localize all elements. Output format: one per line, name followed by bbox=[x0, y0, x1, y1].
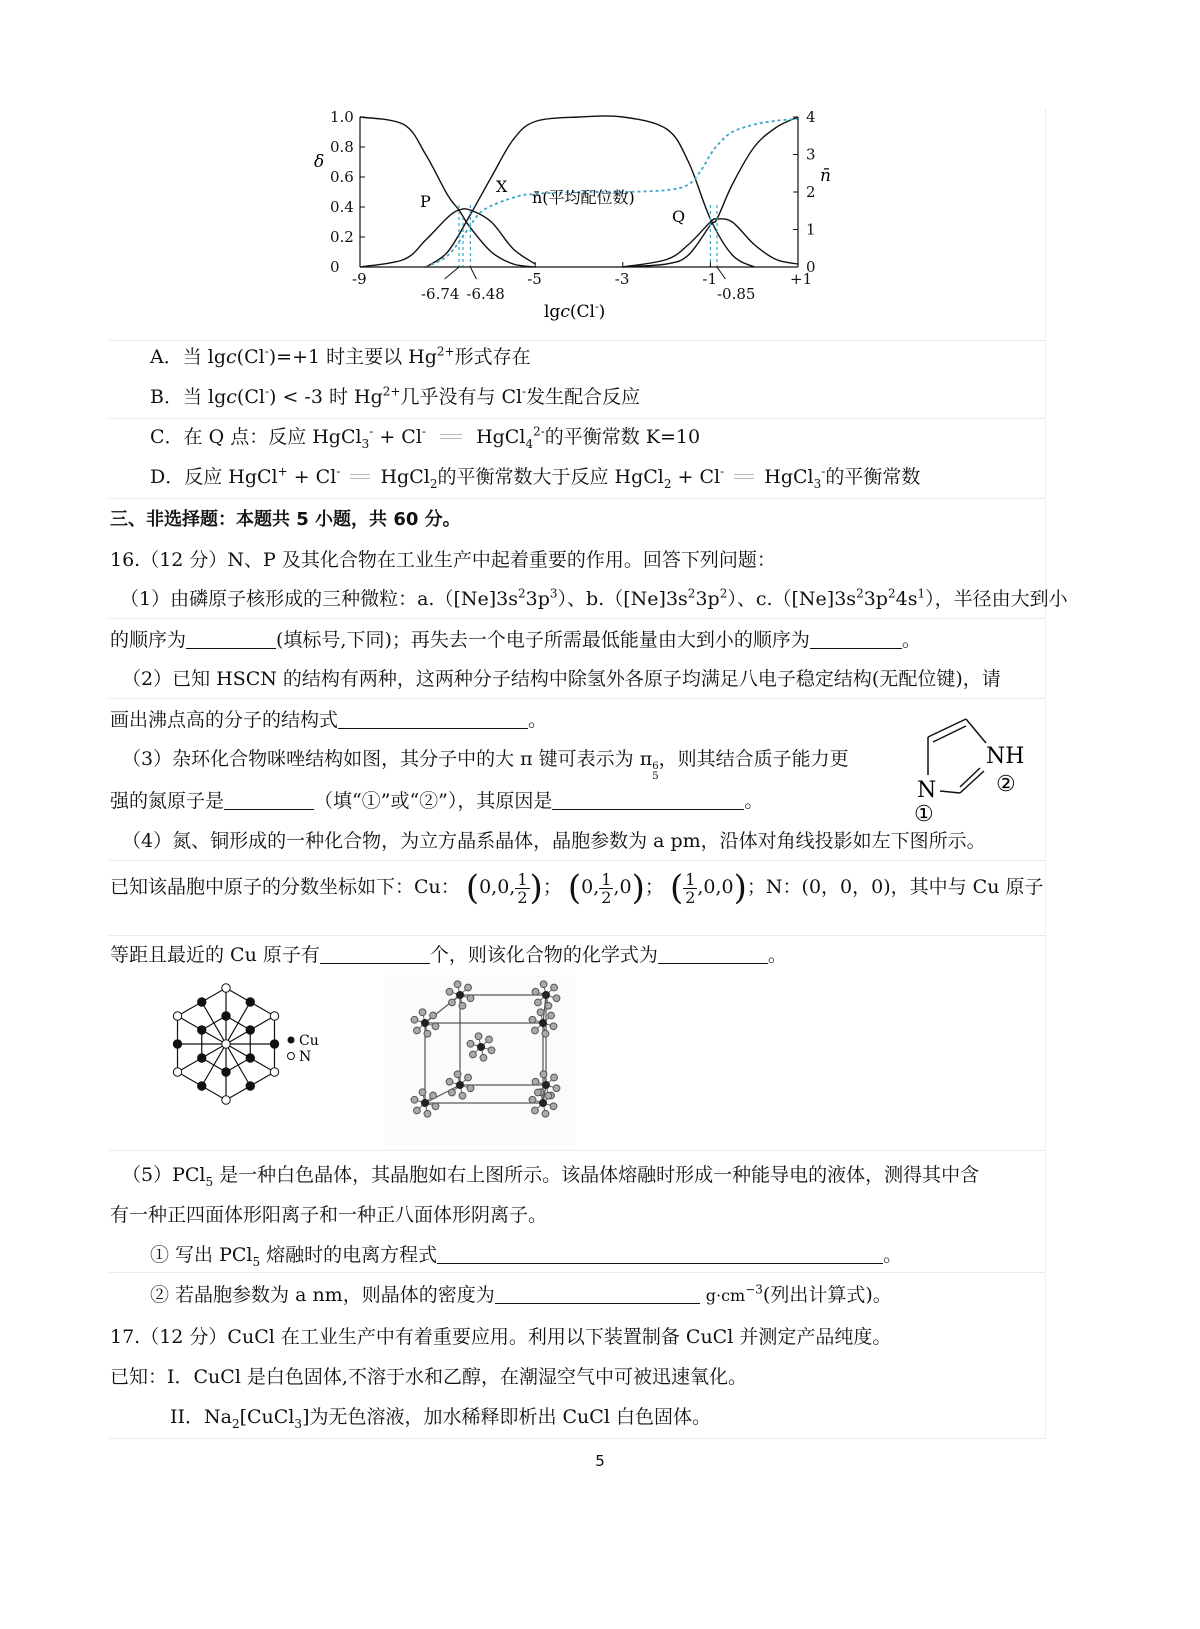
leader-line bbox=[445, 267, 459, 279]
q16-part5-line2: 有一种正四面体形阳离子和一种正八面体形阴离子。 bbox=[110, 1204, 548, 1226]
imidazole-structure bbox=[900, 705, 1045, 823]
cu-atom bbox=[246, 998, 254, 1006]
q17-known2: II．$Na_2[CuCl_3]$为无色溶液，加水稀释即析出 CuCl 白色固体。 bbox=[170, 1406, 711, 1431]
cu-atom bbox=[246, 1026, 254, 1034]
cu-atom bbox=[222, 1012, 230, 1020]
equilibrium-arrow-icon bbox=[350, 474, 370, 479]
q16-part2-line2: 画出沸点高的分子的结构式 。 bbox=[110, 709, 548, 731]
annotation-p: P bbox=[420, 192, 431, 211]
x-special-tick-label: -6.74 bbox=[420, 285, 460, 303]
x-special-tick-label: -6.48 bbox=[466, 285, 505, 303]
cu-atom bbox=[270, 1040, 278, 1048]
answer-blank[interactable] bbox=[552, 791, 744, 810]
n-atom bbox=[173, 1068, 181, 1076]
option-c: C．在 Q 点：反应 HgCl$_3$- + Cl- HgCl$_4^{2-}$的平衡常数 K=10 bbox=[150, 424, 701, 451]
y-axis-left-label: δ bbox=[314, 152, 325, 172]
cu-atom bbox=[198, 998, 206, 1006]
q16-part2-line1: （2）已知 HSCN 的结构有两种，这两种分子结构中除氢外各原子均满足八电子稳定结构(无配位键)，请 bbox=[122, 668, 1001, 690]
series-line-1 bbox=[360, 209, 535, 267]
cu-atom bbox=[222, 1068, 230, 1076]
x-tick-label: -1 bbox=[702, 270, 718, 288]
imidazole-label-2: ② bbox=[996, 772, 1016, 797]
answer-blank[interactable] bbox=[437, 1245, 883, 1264]
cu-atom bbox=[246, 1082, 254, 1090]
cu-atom bbox=[198, 1054, 206, 1062]
cu-atom bbox=[198, 1026, 206, 1034]
annotation-nbar: n̄(平均配位数) bbox=[532, 188, 635, 207]
answer-blank[interactable] bbox=[810, 630, 902, 649]
option-b: B．当 lgc(Cl-) < -3 时 $Hg^{2+}$几乎没有与 Cl-发生配合反应 bbox=[150, 384, 641, 408]
n-atom bbox=[222, 1096, 230, 1104]
x-tick-label: -5 bbox=[527, 270, 542, 288]
y-tick-label-left: 1.0 bbox=[330, 108, 354, 126]
answer-blank[interactable] bbox=[338, 710, 528, 729]
y-tick-label-right: 4 bbox=[806, 108, 816, 126]
equilibrium-arrow-icon bbox=[440, 434, 462, 439]
legend-n: N bbox=[299, 1049, 312, 1065]
leader-line bbox=[717, 267, 725, 279]
answer-blank[interactable] bbox=[224, 791, 314, 810]
answer-blank[interactable] bbox=[186, 630, 276, 649]
q16-part5-line3: ① 写出 PCl$_5$ 熔融时的电离方程式 。 bbox=[150, 1244, 903, 1269]
imidazole-n: N bbox=[917, 778, 937, 803]
section-heading: 三、非选择题：本题共 5 小题，共 60 分。 bbox=[110, 509, 461, 530]
n-atom bbox=[222, 984, 230, 992]
projection-diagram bbox=[160, 978, 330, 1113]
q16-part3-line1: （3）杂环化合物咪唑结构如图，其分子中的大 π 键可表示为 π 6 5 ，则其结合质子能力更 bbox=[122, 748, 849, 782]
y-axis-right-label: n̄ bbox=[820, 166, 831, 186]
x-tick-label: -3 bbox=[614, 270, 630, 288]
imidazole-label-1: ① bbox=[914, 802, 934, 823]
answer-blank[interactable] bbox=[658, 945, 768, 964]
legend-cu: Cu bbox=[299, 1033, 319, 1049]
y-tick-label-left: 0.2 bbox=[330, 228, 354, 246]
y-tick-label-right: 0 bbox=[806, 258, 816, 276]
cu-atom bbox=[198, 1082, 206, 1090]
series-line-4 bbox=[623, 117, 798, 267]
q16-part3-line2: 强的氮原子是 （填“①”或“②”），其原因是 。 bbox=[110, 790, 764, 812]
answer-blank[interactable] bbox=[320, 945, 430, 964]
x-tick-label: +1 bbox=[790, 270, 813, 288]
y-tick-label-right: 2 bbox=[806, 183, 816, 201]
y-tick-label-left: 0 bbox=[330, 258, 340, 276]
leader-line bbox=[470, 267, 476, 279]
q17-stem: 17.（12 分）CuCl 在工业生产中有着重要应用。利用以下装置制备 CuCl 并测定产品纯度。 bbox=[110, 1326, 892, 1348]
q16-part5-line1: （5）PCl$_5$ 是一种白色晶体，其晶胞如右上图所示。该晶体熔融时形成一种能导电的液体，测得其中含 bbox=[122, 1164, 980, 1189]
y-tick-label-right: 1 bbox=[806, 220, 816, 239]
q16-part1-line1: （1）由磷原子核形成的三种微粒：$a.([Ne]3s^23p^3)$、$b.([Ne]3s^23p^2)$、$c.([Ne]3s^23p^24s^1)$，半径由大到小 bbox=[120, 586, 1068, 610]
annotation-x: X bbox=[496, 177, 508, 196]
q17-known1: 已知：I．CuCl 是白色固体,不溶于水和乙醇，在潮湿空气中可被迅速氧化。 bbox=[110, 1366, 747, 1388]
cu-atom bbox=[173, 1040, 181, 1048]
y-tick-label-left: 0.4 bbox=[330, 198, 354, 216]
n-atom bbox=[222, 1040, 230, 1048]
equilibrium-arrow-icon bbox=[734, 474, 754, 479]
q16-part1-line2: 的顺序为 (填标号,下同)；再失去一个电子所需最低能量由大到小的顺序为 。 bbox=[110, 629, 921, 651]
q16-part4-line3: 等距且最近的 Cu 原子有 个，则该化合物的化学式为 。 bbox=[110, 944, 787, 966]
x-axis-label: lgc(Cl-) bbox=[544, 300, 606, 322]
annotation-q: Q bbox=[672, 207, 686, 226]
q16-part4-line2: 已知该晶胞中原子的分数坐标如下：Cu： (0,0, $\frac{1}{2}$ )； (0, $\frac{1}{2}$ ,0)； ( $\frac{1}{2}$ ,0,0)；N：(0，0，0)，其中与 Cu 原子 bbox=[110, 868, 1044, 908]
x-special-tick-label: -0.85 bbox=[716, 285, 756, 303]
n-atom bbox=[173, 1012, 181, 1020]
distribution-chart bbox=[300, 95, 860, 330]
option-d: D．反应 HgCl+ + Cl- HgCl$_2$的平衡常数大于反应 HgCl$_2$ + Cl- HgCl$_3$-的平衡常数 bbox=[150, 464, 921, 491]
x-tick-label: -9 bbox=[352, 270, 367, 288]
q16-part5-line4: ② 若晶胞参数为 a nm，则晶体的密度为 $g\cdot cm^{-3}$(列出计算式)。 bbox=[150, 1282, 892, 1306]
q16-stem: 16.（12 分）N、P 及其化合物在工业生产中起着重要的作用。回答下列问题： bbox=[110, 549, 776, 571]
y-tick-label-left: 0.6 bbox=[330, 168, 354, 186]
imidazole-nh: NH bbox=[986, 744, 1025, 769]
n-atom bbox=[270, 1068, 278, 1076]
y-tick-label-right: 3 bbox=[806, 145, 816, 164]
n-atom bbox=[270, 1012, 278, 1020]
pcl5-unit-cell bbox=[385, 975, 575, 1145]
page-number: 5 bbox=[595, 1452, 605, 1470]
option-a: A．当 lgc(Cl-)=+1 时主要以 $Hg^{2+}$形式存在 bbox=[150, 344, 531, 368]
q16-part4-line1: （4）氮、铜形成的一种化合物，为立方晶系晶体，晶胞参数为 a pm，沿体对角线投影如左下图所示。 bbox=[122, 830, 986, 852]
answer-blank[interactable] bbox=[495, 1285, 700, 1304]
y-tick-label-left: 0.8 bbox=[330, 138, 354, 156]
cu-atom bbox=[246, 1054, 254, 1062]
